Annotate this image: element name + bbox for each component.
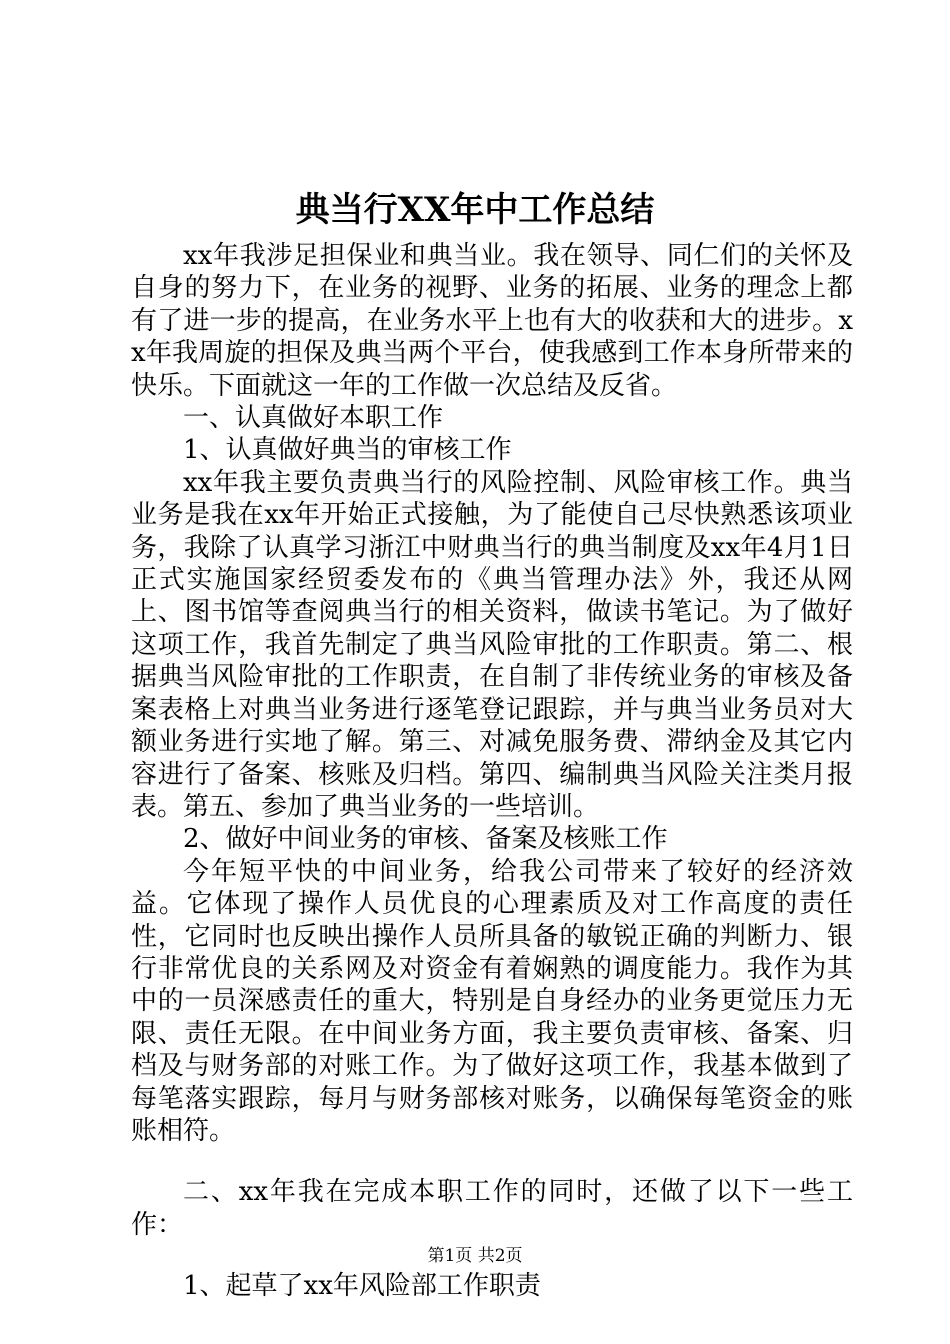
paragraph-intro: xx年我涉足担保业和典当业。我在领导、同仁们的关怀及自身的努力下，在业务的视野、业务的拓展、业务的理念上都有了进一步的提高，在业务水平上也有大的收获和大的进步。xx年我周旋的担保及典当两个平台，使我感到工作本身所带来的快乐。下面就这一年的工作做一次总结及反省。 — [131, 241, 853, 401]
paragraph-pawn-review: xx年我主要负责典当行的风险控制、风险审核工作。典当业务是我在xx年开始正式接触，为了能使自己尽快熟悉该项业务，我除了认真学习浙江中财典当行的典当制度及xx年4月1日正式实施国家经贸委发布的《典当管理办法》外，我还从网上、图书馆等查阅典当行的相关资料，做读书笔记。为了做好这项工作，我首先制定了典当风险审批的工作职责。第二、根据典当风险审批的工作职责，在自制了非传统业务的审核及备案表格上对典当业务进行逐笔登记跟踪，并与典当业务员对大额业务进行实地了解。第三、对减免服务费、滞纳金及其它内容进行了备案、核账及归档。第四、编制典当风险关注类月报表。第五、参加了典当业务的一些培训。 — [131, 467, 853, 822]
paragraph-intermediary-business: 今年短平快的中间业务，给我公司带来了较好的经济效益。它体现了操作人员优良的心理素质及对工作高度的责任性，它同时也反映出操作人员所具备的敏锐正确的判断力、银行非常优良的关系网及对资金有着娴熟的调度能力。我作为其中的一员深感责任的重大，特别是自身经办的业务更觉压力无限、责任无限。在中间业务方面，我主要负责审核、备案、归档及与财务部的对账工作。为了做好这项工作，我基本做到了每笔落实跟踪，每月与财务部核对账务，以确保每笔资金的账账相符。 — [131, 856, 853, 1146]
heading-subsection-2-1: 1、起草了xx年风险部工作职责 — [183, 1271, 541, 1302]
heading-subsection-1-2: 2、做好中间业务的审核、备案及核账工作 — [183, 824, 668, 855]
page-footer: 第1页 共2页 — [427, 1246, 523, 1266]
heading-section-1: 一、认真做好本职工作 — [183, 403, 444, 434]
document-body — [131, 240, 853, 1303]
heading-subsection-1-1: 1、认真做好典当的审核工作 — [183, 435, 512, 466]
heading-section-2: 二、xx年我在完成本职工作的同时，还做了以下一些工作： — [131, 1177, 853, 1240]
document-title: 典当行XX年中工作总结 — [295, 190, 655, 230]
